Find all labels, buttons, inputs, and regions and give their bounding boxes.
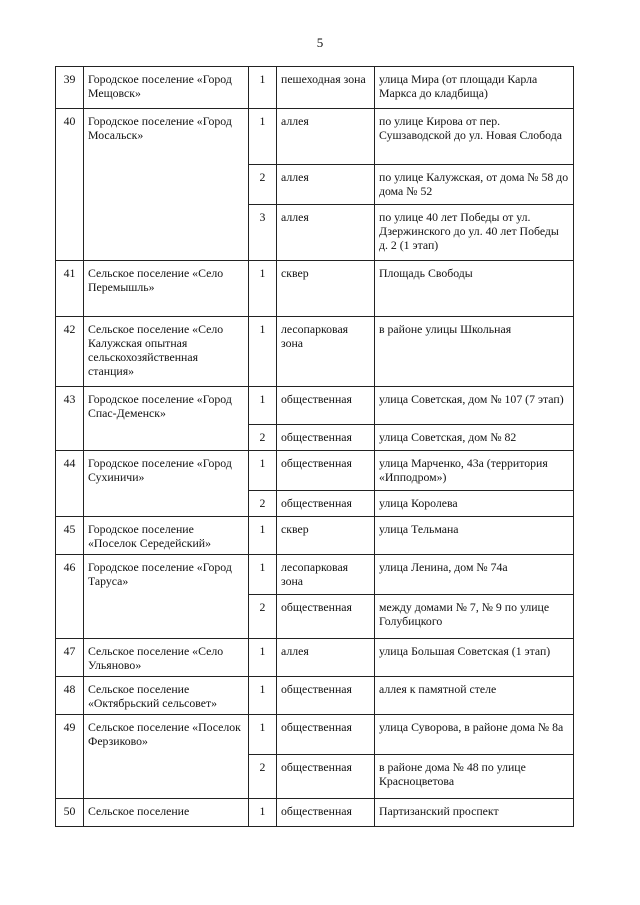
territory-location: улица Советская, дом № 82 [375,425,574,451]
entry-index: 1 [249,387,277,425]
settlement-name: Сельское поселение «Село Ульяново» [84,639,249,677]
row-number: 47 [56,639,84,677]
territory-type: лесопарковая зона [277,317,375,387]
row-number: 49 [56,715,84,799]
territory-type: общественная [277,451,375,491]
row-number: 46 [56,555,84,639]
territory-location: улица Ленина, дом № 74а [375,555,574,595]
entry-index: 1 [249,261,277,317]
projects-table [55,66,574,827]
territory-location: в районе дома № 48 по улице Красноцветова [375,755,574,799]
settlement-name: Городское поселение «Город Спас-Деменск» [84,387,249,451]
entry-index: 1 [249,67,277,109]
territory-type: лесопарковая зона [277,555,375,595]
territory-location: аллея к памятной стеле [375,677,574,715]
table-row [56,67,574,109]
settlement-name: Городское поселение «Город Мосальск» [84,109,249,261]
entry-index: 2 [249,755,277,799]
territory-type: сквер [277,517,375,555]
territory-location: по улице Кирова от пер. Сушзаводской до ул. Новая Слобода [375,109,574,165]
row-number: 39 [56,67,84,109]
territory-location: по улице Калужская, от дома № 58 до дома № 52 [375,165,574,205]
territory-type: аллея [277,205,375,261]
entry-index: 1 [249,799,277,827]
territory-location: улица Советская, дом № 107 (7 этап) [375,387,574,425]
entry-index: 1 [249,715,277,755]
territory-type: аллея [277,109,375,165]
row-number: 48 [56,677,84,715]
entry-index: 1 [249,677,277,715]
row-number: 41 [56,261,84,317]
row-number: 43 [56,387,84,451]
territory-type: сквер [277,261,375,317]
settlement-name: Городское поселение «Город Мещовск» [84,67,249,109]
table-row [56,639,574,677]
table-row [56,517,574,555]
table-row [56,387,574,425]
territory-type: общественная [277,715,375,755]
settlement-name: Городское поселение «Город Таруса» [84,555,249,639]
territory-type: общественная [277,425,375,451]
territory-type: аллея [277,639,375,677]
territory-location: улица Марченко, 43а (территория «Ипподром») [375,451,574,491]
settlement-name: Сельское поселение «Село Калужская опытная сельскохозяйственная станция» [84,317,249,387]
entry-index: 1 [249,555,277,595]
settlement-name: Сельское поселение [84,799,249,827]
table-row [56,109,574,165]
territory-location: улица Тельмана [375,517,574,555]
territory-location: в районе улицы Школьная [375,317,574,387]
territory-location: улица Большая Советская (1 этап) [375,639,574,677]
entry-index: 2 [249,595,277,639]
projects-table-container [55,66,573,827]
territory-location: Площадь Свободы [375,261,574,317]
row-number: 40 [56,109,84,261]
territory-type: общественная [277,387,375,425]
table-row [56,799,574,827]
page-number: 5 [316,35,324,50]
row-number: 42 [56,317,84,387]
entry-index: 1 [249,451,277,491]
entry-index: 2 [249,491,277,517]
table-body [56,67,574,827]
settlement-name: Сельское поселение «Поселок Ферзиково» [84,715,249,799]
territory-type: общественная [277,799,375,827]
territory-type: пешеходная зона [277,67,375,109]
entry-index: 3 [249,205,277,261]
territory-location: улица Мира (от площади Карла Маркса до кладбища) [375,67,574,109]
territory-type: общественная [277,595,375,639]
row-number: 44 [56,451,84,517]
table-row [56,677,574,715]
settlement-name: Городское поселение «Город Сухиничи» [84,451,249,517]
entry-index: 1 [249,317,277,387]
territory-type: общественная [277,491,375,517]
table-row [56,715,574,755]
settlement-name: Сельское поселение «Октябрьский сельсовет» [84,677,249,715]
settlement-name: Городское поселение «Поселок Середейский» [84,517,249,555]
table-row [56,261,574,317]
row-number: 50 [56,799,84,827]
territory-type: аллея [277,165,375,205]
table-row [56,451,574,491]
territory-type: общественная [277,677,375,715]
row-number: 45 [56,517,84,555]
settlement-name: Сельское поселение «Село Перемышль» [84,261,249,317]
entry-index: 1 [249,639,277,677]
territory-location: улица Суворова, в районе дома № 8а [375,715,574,755]
table-row [56,555,574,595]
entry-index: 2 [249,425,277,451]
territory-location: между домами № 7, № 9 по улице Голубицкого [375,595,574,639]
table-row [56,317,574,387]
territory-location: улица Королева [375,491,574,517]
entry-index: 1 [249,109,277,165]
entry-index: 2 [249,165,277,205]
territory-location: по улице 40 лет Победы от ул. Дзержинского до ул. 40 лет Победы д. 2 (1 этап) [375,205,574,261]
entry-index: 1 [249,517,277,555]
territory-type: общественная [277,755,375,799]
territory-location: Партизанский проспект [375,799,574,827]
